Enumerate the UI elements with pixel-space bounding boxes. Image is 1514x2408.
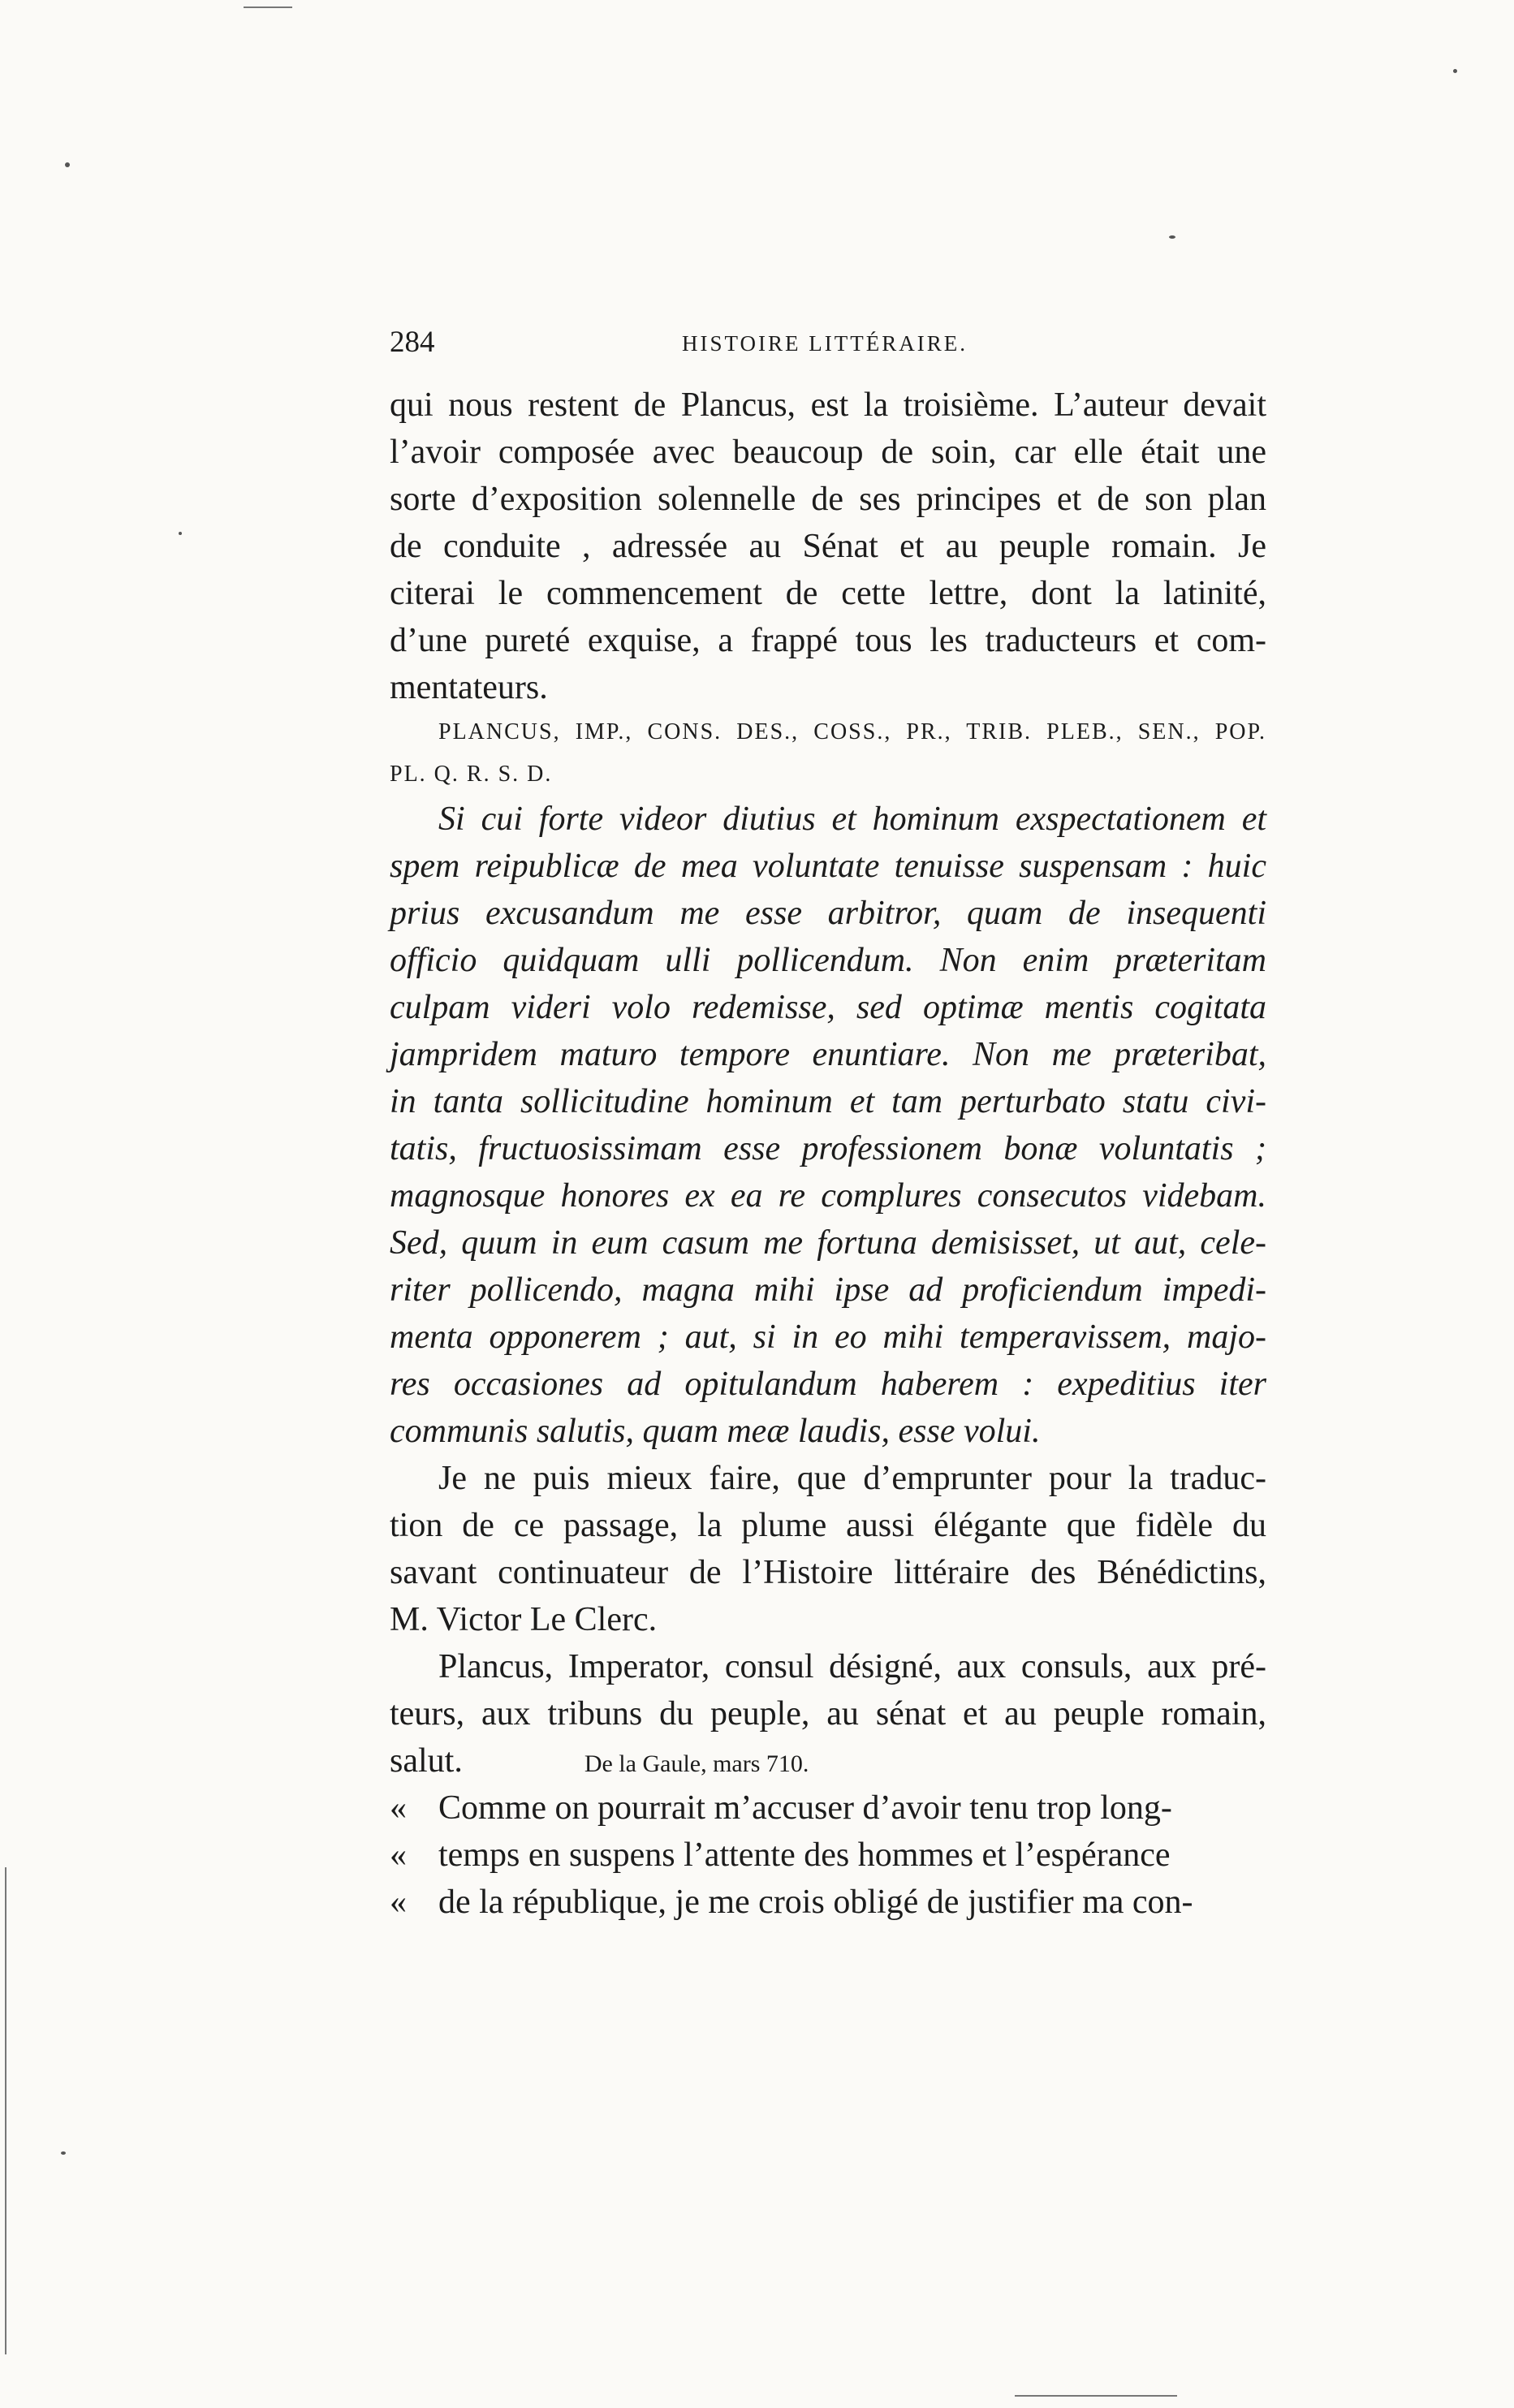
latin-line: communis salutis, quam meæ laudis, esse volui. [390, 1413, 1041, 1450]
text-line: de conduite , adressée au Sénat et au peuple romain. Je [390, 528, 1266, 565]
letter-date: De la Gaule, mars 710. [584, 1750, 809, 1777]
latin-line: riter pollicendo, magna mihi ipse ad proficiendum impedi- [390, 1271, 1266, 1309]
latin-line: magnosque honores ex ea re complures consecutos videbam. [390, 1177, 1266, 1215]
translation-text: Comme on pourrait m’accuser d’avoir tenu trop long- [438, 1789, 1172, 1827]
text-line: qui nous restent de Plancus, est la troisième. L’auteur devait [390, 386, 1266, 424]
translation-line [390, 1832, 1266, 1879]
latin-salutation-line: PLANCUS, IMP., CONS. DES., COSS., PR., TRIB. PLEB., SEN., POP. [438, 719, 1266, 744]
running-title: HISTOIRE LITTÉRAIRE. [682, 331, 968, 356]
latin-salutation-line: PL. Q. R. S. D. [390, 762, 553, 787]
translation-line [390, 1784, 1266, 1832]
latin-line: officio quidquam ulli pollicendum. Non enim præteritam [390, 942, 1266, 979]
translation-salutation-line: teurs, aux tribuns du peuple, au sénat et au peuple romain, [390, 1695, 1266, 1733]
translation-text: de la république, je me crois obligé de justifier ma con- [438, 1884, 1193, 1921]
scan-edge-mark [5, 1867, 6, 2354]
text-line: sorte d’exposition solennelle de ses principes et de son plan [390, 481, 1266, 518]
scan-edge-mark [244, 6, 292, 8]
text-line: tion de ce passage, la plume aussi élégante que fidèle du [390, 1507, 1266, 1544]
quote-mark: « [390, 1836, 407, 1874]
latin-line: spem reipublicæ de mea voluntate tenuisse suspensam : huic [390, 848, 1266, 885]
text-line: Je ne puis mieux faire, que d’emprunter pour la traduc- [438, 1460, 1266, 1497]
quote-mark: « [390, 1884, 407, 1921]
text-line: mentateurs. [390, 669, 548, 706]
scan-speck [179, 532, 182, 535]
scan-speck [61, 2151, 66, 2155]
text-line: M. Victor Le Clerc. [390, 1601, 658, 1638]
text-line: citerai le commencement de cette lettre, dont la latinité, [390, 575, 1266, 612]
text-line: d’une pureté exquise, a frappé tous les traducteurs et com- [390, 622, 1266, 659]
latin-line: menta opponerem ; aut, si in eo mihi temperavissem, majo- [390, 1318, 1266, 1356]
salut-text: salut. [390, 1742, 463, 1780]
quote-mark: « [390, 1789, 407, 1827]
latin-line: prius excusandum me esse arbitror, quam de insequenti [390, 895, 1266, 932]
scan-speck [65, 162, 70, 167]
translation-salutation-line [390, 1737, 1266, 1784]
page-body [390, 382, 1266, 1926]
text-line: l’avoir composée avec beaucoup de soin, car elle était une [390, 434, 1266, 471]
translation-line [390, 1879, 1266, 1926]
translation-text: temps en suspens l’attente des hommes et l’espérance [438, 1836, 1171, 1874]
latin-line: tatis, fructuosissimam esse professionem bonæ voluntatis ; [390, 1130, 1266, 1167]
latin-line: in tanta sollicitudine hominum et tam perturbato statu civi- [390, 1083, 1266, 1120]
scan-speck [1169, 235, 1175, 239]
latin-line: res occasiones ad opitulandum haberem : expeditius iter [390, 1366, 1266, 1403]
latin-line: culpam videri volo redemisse, sed optimæ mentis cogitata [390, 989, 1266, 1026]
latin-line: Si cui forte videor diutius et hominum exspectationem et [438, 801, 1266, 838]
translation-salutation-line: Plancus, Imperator, consul désigné, aux consuls, aux pré- [438, 1648, 1266, 1685]
latin-line: jampridem maturo tempore enuntiare. Non me præteribat, [390, 1036, 1266, 1073]
scan-edge-mark [1015, 2395, 1177, 2397]
page-header [390, 325, 1250, 373]
page-number: 284 [390, 326, 435, 359]
latin-line: Sed, quum in eum casum me fortuna demisisset, ut aut, cele- [390, 1224, 1266, 1262]
text-line: savant continuateur de l’Histoire littéraire des Bénédictins, [390, 1554, 1266, 1591]
scan-speck [1453, 69, 1457, 73]
